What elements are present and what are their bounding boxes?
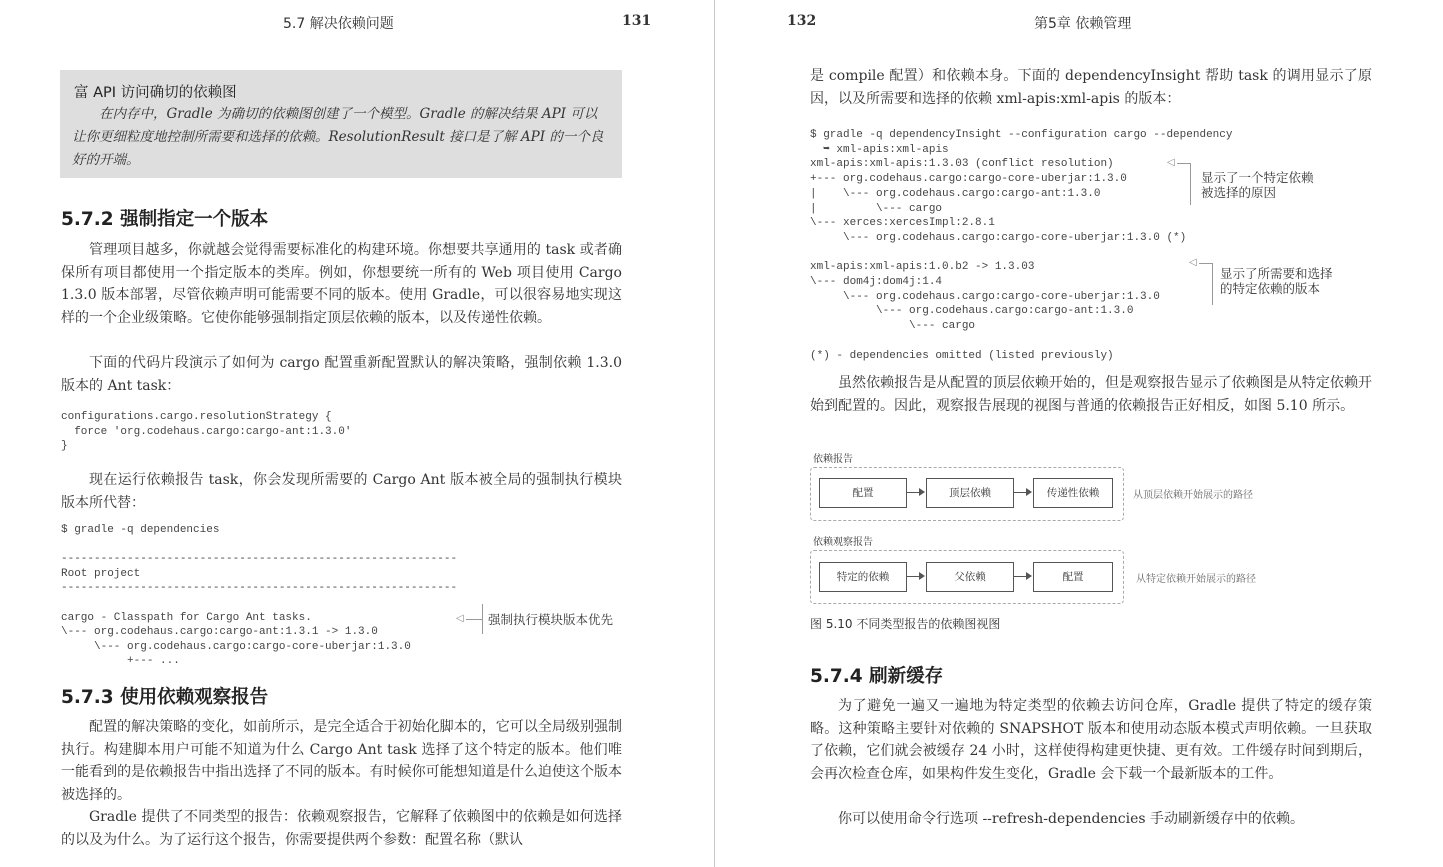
callout-text: 显示了所需要和选择 的特定依赖的版本	[1220, 266, 1333, 296]
callout-line	[1177, 163, 1190, 164]
running-header: 5.7 解决依赖问题	[283, 16, 394, 32]
code-block: $ gradle -q dependencies ------------------------------------------------------------ Root project ------------------------------------------------------------ cargo - Classpath for Cargo Ant tasks. \--- org.codehaus.cargo:cargo-ant:1.3.1 -> 1.3.0 \--- org.codehaus.cargo:cargo-core-uberjar:1.3.0 +--- ...	[61, 524, 458, 668]
paragraph: 配置的解决策略的变化，如前所示，是完全适合于初始化脚本的，它可以全局级别强制执行。构建脚本用户可能不知道为什么 Cargo Ant task 选择了这个特定的版本。他们唯一能看到的是依赖报告中指出选择了不同的版本。有时候你可能想知道是什么迫使这个版本被选择的。	[61, 719, 622, 803]
callout-bracket	[1212, 263, 1213, 305]
figure-node: 传递性依赖	[1033, 478, 1113, 508]
arrow-right-icon	[919, 488, 925, 496]
figure-arrow	[1013, 576, 1026, 577]
paragraph: 是 compile 配置）和依赖本身。下面的 dependencyInsight 帮助 task 的调用显示了原因，以及所需要和选择的依赖 xml-apis:xml-apis 的版本：	[810, 68, 1372, 107]
figure-node: 顶层依赖	[926, 478, 1014, 508]
figure-node: 父依赖	[926, 562, 1014, 592]
code-block: configurations.cargo.resolutionStrategy { force 'org.codehaus.cargo:cargo-ant:1.3.0' }	[61, 411, 352, 452]
arrow-left-icon: ◁	[456, 613, 464, 624]
page-spine	[714, 0, 715, 867]
paragraph: Gradle 提供了不同类型的报告：依赖观察报告，它解释了依赖图中的依赖是如何选择的以及为什么。为了运行这个报告，你需要提供两个参数：配置名称（默认	[61, 809, 622, 848]
figure-node: 特定的依赖	[819, 562, 907, 592]
figure-caption: 图 5.10 不同类型报告的依赖图视图	[810, 617, 1001, 631]
arrow-right-icon	[1026, 572, 1032, 580]
callout-text: 强制执行模块版本优先	[488, 612, 614, 627]
sidebar-body: 在内存中，Gradle 为确切的依赖图创建了一个模型。Gradle 的解决结果 API 可以让你更细粒度地控制所需要和选择的依赖。ResolutionResult 接口是了解 API 的一个良好的开端。	[72, 106, 604, 168]
code-block: $ gradle -q dependencyInsight --configuration cargo --dependency ➥ xml-apis:xml-apis xml-apis:xml-apis:1.3.03 (conflict resolution) +--- org.codehaus.cargo:cargo-core-uberjar:1.3.0 | \--- org.codehaus.cargo:cargo-ant:1.3.0 | \--- cargo \--- xerces:xercesImpl:2.8.1 \--- org.codehaus.cargo:cargo-core-uberjar:1.3.0 (*) xml-apis:xml-apis:1.0.b2 -> 1.3.03 \--- dom4j:dom4j:1.4 \--- org.codehaus.cargo:cargo-core-uberjar:1.3.0 \--- org.codehaus.cargo:cargo-ant:1.3.0 \--- cargo (*) - dependencies omitted (listed previously)	[810, 129, 1233, 362]
paragraph: 为了避免一遍又一遍地为特定类型的依赖去访问仓库，Gradle 提供了特定的缓存策略。这种策略主要针对依赖的 SNAPSHOT 版本和使用动态版本模式声明依赖。一旦获取了依赖，它们就会被缓存 24 小时，这样使得构建更快捷、更有效。工件缓存时间到期后，会再次检查仓库，如果构件发生变化，Gradle 会下载一个最新版本的工件。	[810, 698, 1372, 782]
figure-arrow	[906, 492, 919, 493]
paragraph: 下面的代码片段演示了如何为 cargo 配置重新配置默认的解决策略，强制依赖 1.3.0 版本的 Ant task：	[61, 355, 622, 394]
right-page	[716, 0, 1443, 867]
callout-bracket	[482, 604, 483, 634]
paragraph: 你可以使用命令行选项 --refresh-dependencies 手动刷新缓存中的依赖。	[838, 811, 1304, 827]
callout-line	[466, 619, 482, 620]
page-number: 132	[787, 13, 817, 29]
section-heading-574: 5.7.4 刷新缓存	[810, 666, 944, 687]
page-number: 131	[622, 13, 652, 29]
figure-side-note: 从顶层依赖开始展示的路径	[1133, 490, 1253, 501]
arrow-left-icon: ◁	[1167, 157, 1175, 168]
figure-side-note: 从特定依赖开始展示的路径	[1136, 574, 1256, 585]
figure-group-label: 依赖报告	[813, 454, 853, 465]
arrow-right-icon	[919, 572, 925, 580]
sidebar-box	[60, 70, 622, 178]
paragraph: 管理项目越多，你就越会觉得需要标准化的构建环境。你想要共享通用的 task 或者确保所有项目都使用一个指定版本的类库。例如，你想要统一所有的 Web 项目使用 Cargo 1.3.0 版本部署，尽管依赖声明可能需要不同的版本。使用 Gradle，可以很容易地实现这样的一个企业级策略。它使你能够强制指定顶层依赖的版本，以及传递性依赖。	[61, 242, 622, 326]
figure-node: 配置	[1033, 562, 1113, 592]
sidebar-title: 富 API 访问确切的依赖图	[74, 85, 237, 101]
section-heading-573: 5.7.3 使用依赖观察报告	[61, 687, 269, 708]
left-page	[0, 0, 715, 867]
figure-node: 配置	[819, 478, 907, 508]
callout-bracket	[1190, 163, 1191, 205]
arrow-right-icon	[1026, 488, 1032, 496]
callout-text: 显示了一个特定依赖 被选择的原因	[1201, 170, 1314, 200]
section-heading-572: 5.7.2 强制指定一个版本	[61, 209, 269, 230]
figure-group-label: 依赖观察报告	[813, 537, 873, 548]
arrow-left-icon: ◁	[1189, 257, 1197, 268]
paragraph: 现在运行依赖报告 task，你会发现所需要的 Cargo Ant 版本被全局的强制执行模块版本所代替：	[61, 472, 622, 511]
figure-arrow	[906, 576, 919, 577]
running-header: 第5章 依赖管理	[1034, 16, 1132, 32]
figure-arrow	[1013, 492, 1026, 493]
callout-line	[1199, 263, 1212, 264]
paragraph: 虽然依赖报告是从配置的顶层依赖开始的，但是观察报告显示了依赖图是从特定依赖开始到配置的。因此，观察报告展现的视图与普通的依赖报告正好相反，如图 5.10 所示。	[810, 375, 1372, 414]
